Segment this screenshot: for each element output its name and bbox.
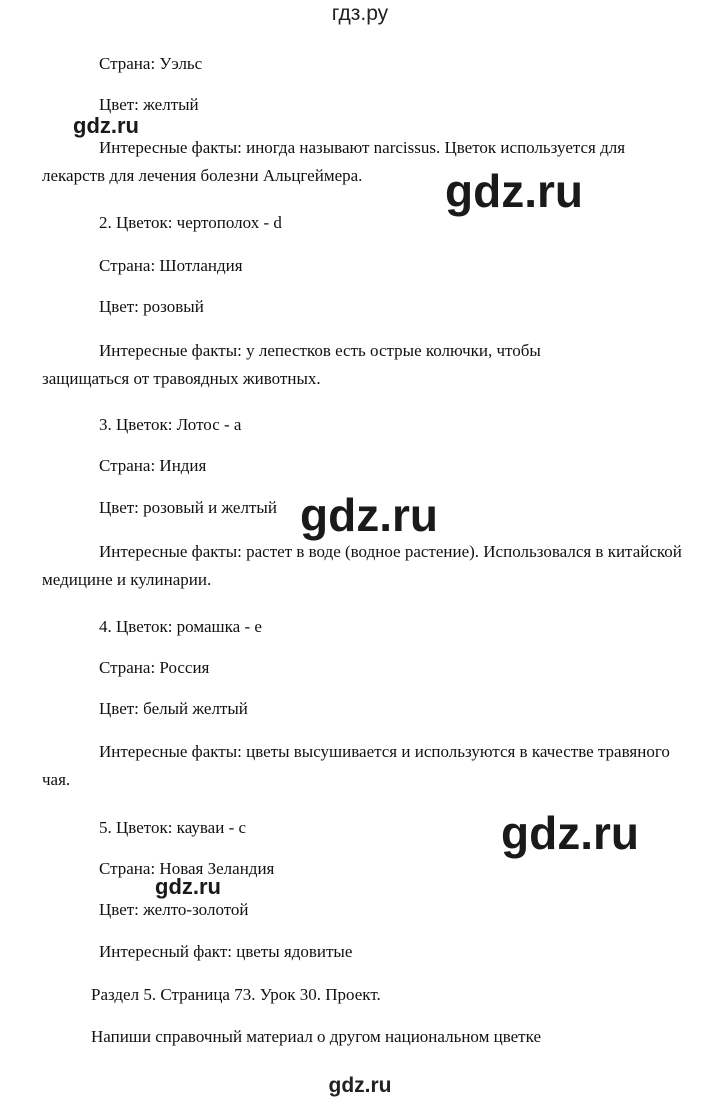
country-line: Страна: Россия [99,658,210,677]
facts-paragraph: Интересные факты: у лепестков есть острые колючки, чтобы защищаться от травоядных животных. [42,341,541,388]
color-line: Цвет: желтый [99,95,199,114]
watermark-logo: gdz.ru [501,807,639,859]
task-text: Напиши справочный материал о другом национальном цветке [91,1027,541,1046]
flower-heading: 5. Цветок: кауваи - c [99,818,247,837]
site-header: гдз.ру [331,2,389,25]
flower-heading: 2. Цветок: чертополох - d [99,213,282,232]
country-line: Страна: Шотландия [99,256,243,275]
facts-paragraph: Интересные факты: иногда называют narcissus. Цветок используется для лекарств для лечения болезни Альцгеймера. [42,138,626,185]
facts-paragraph: Интересные факты: цветы высушивается и используются в качестве травяного чая. [42,742,670,789]
watermark-logo: gdz.ru [445,165,583,217]
country-line: Страна: Индия [99,456,207,475]
flower-heading: 3. Цветок: Лотос - a [99,415,242,434]
watermark-logo: gdz.ru [300,489,438,541]
flower-heading: 4. Цветок: ромашка - e [99,617,262,636]
watermark-logo: gdz.ru [73,113,139,138]
color-line: Цвет: белый желтый [99,699,248,718]
section-title: Раздел 5. Страница 73. Урок 30. Проект. [91,985,381,1004]
country-line: Страна: Уэльс [99,54,203,73]
color-line: Цвет: желто-золотой [99,900,249,919]
color-line: Цвет: розовый [99,297,204,316]
facts-paragraph: Интересные факты: растет в воде (водное растение). Использовался в китайской медицине и кулинарии. [42,542,682,589]
color-line: Цвет: розовый и желтый [99,498,277,517]
site-footer: gdz.ru [328,1074,392,1097]
country-line: Страна: Новая Зеландия [99,859,275,878]
watermark-logo: gdz.ru [155,874,221,899]
fact-line: Интересный факт: цветы ядовитые [99,942,353,961]
